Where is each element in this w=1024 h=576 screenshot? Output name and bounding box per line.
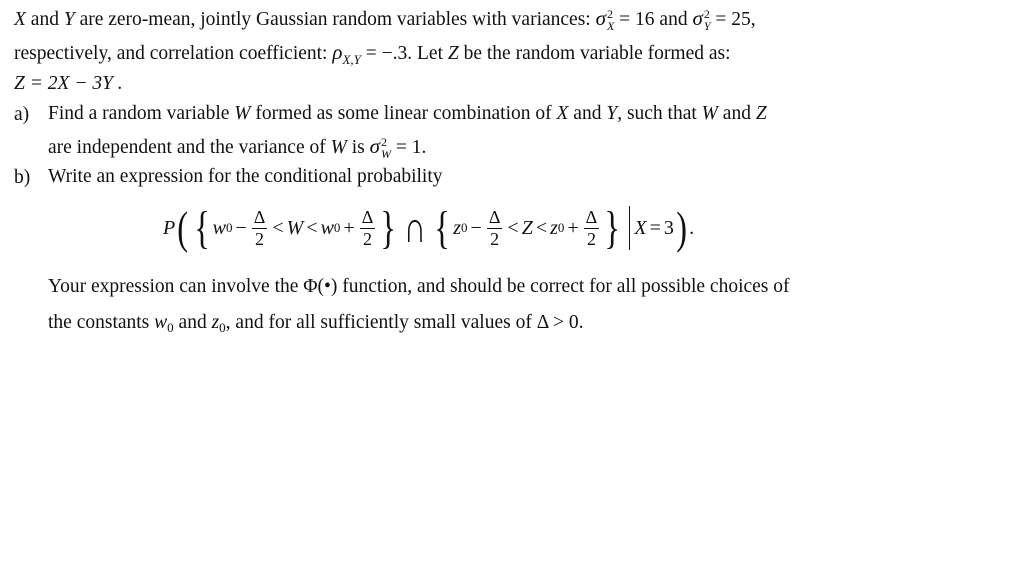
phi-function: Φ(•) — [303, 276, 338, 297]
intro-line-1: X and Y are zero-mean, jointly Gaussian random variables with variances: σ 2 X = 16 and σ 2 Y = 25, — [14, 6, 756, 33]
part-a-line-2: are independent and the variance of W is σ 2 W = 1. — [48, 134, 427, 161]
part-b-line-1: Write an expression for the conditional probability — [48, 166, 443, 187]
part-b-label: b) — [14, 167, 31, 188]
part-b-line-2: Your expression can involve the Φ(•) function, and should be correct for all possible choices of — [48, 276, 790, 297]
z-definition: Z = 2X − 3Y . — [14, 73, 123, 94]
part-b-line-3: the constants $w_0$ and $z_0$, and for all sufficiently small values of Δ > 0. — [48, 312, 584, 335]
delta-over-two: $\frac{\Delta}{2}$ — [253, 206, 266, 249]
conditional-probability-equation: P ( { w 0 − $\frac{\Delta}{2}$ < W < w 0 + $\frac{\Delta}{2}$ } ∩ { z 0 − $\frac{\Delta}{2}$ < Z < z 0 + $\frac{\Delta}{2}$ } X = 3 ) . — [163, 202, 695, 253]
delta-over-two: $\frac{\Delta}{2}$ — [361, 206, 374, 249]
delta-over-two: $\frac{\Delta}{2}$ — [585, 206, 598, 249]
delta-over-two: $\frac{\Delta}{2}$ — [488, 206, 501, 249]
part-a-line-1: Find a random variable W formed as some linear combination of X and Y, such that W and Z — [48, 103, 767, 124]
part-a-label: a) — [14, 104, 30, 125]
intro-line-2: respectively, and correlation coefficient: $\rho_{X,Y} = -.3$. Let Z be the random variable formed as: — [14, 40, 731, 67]
